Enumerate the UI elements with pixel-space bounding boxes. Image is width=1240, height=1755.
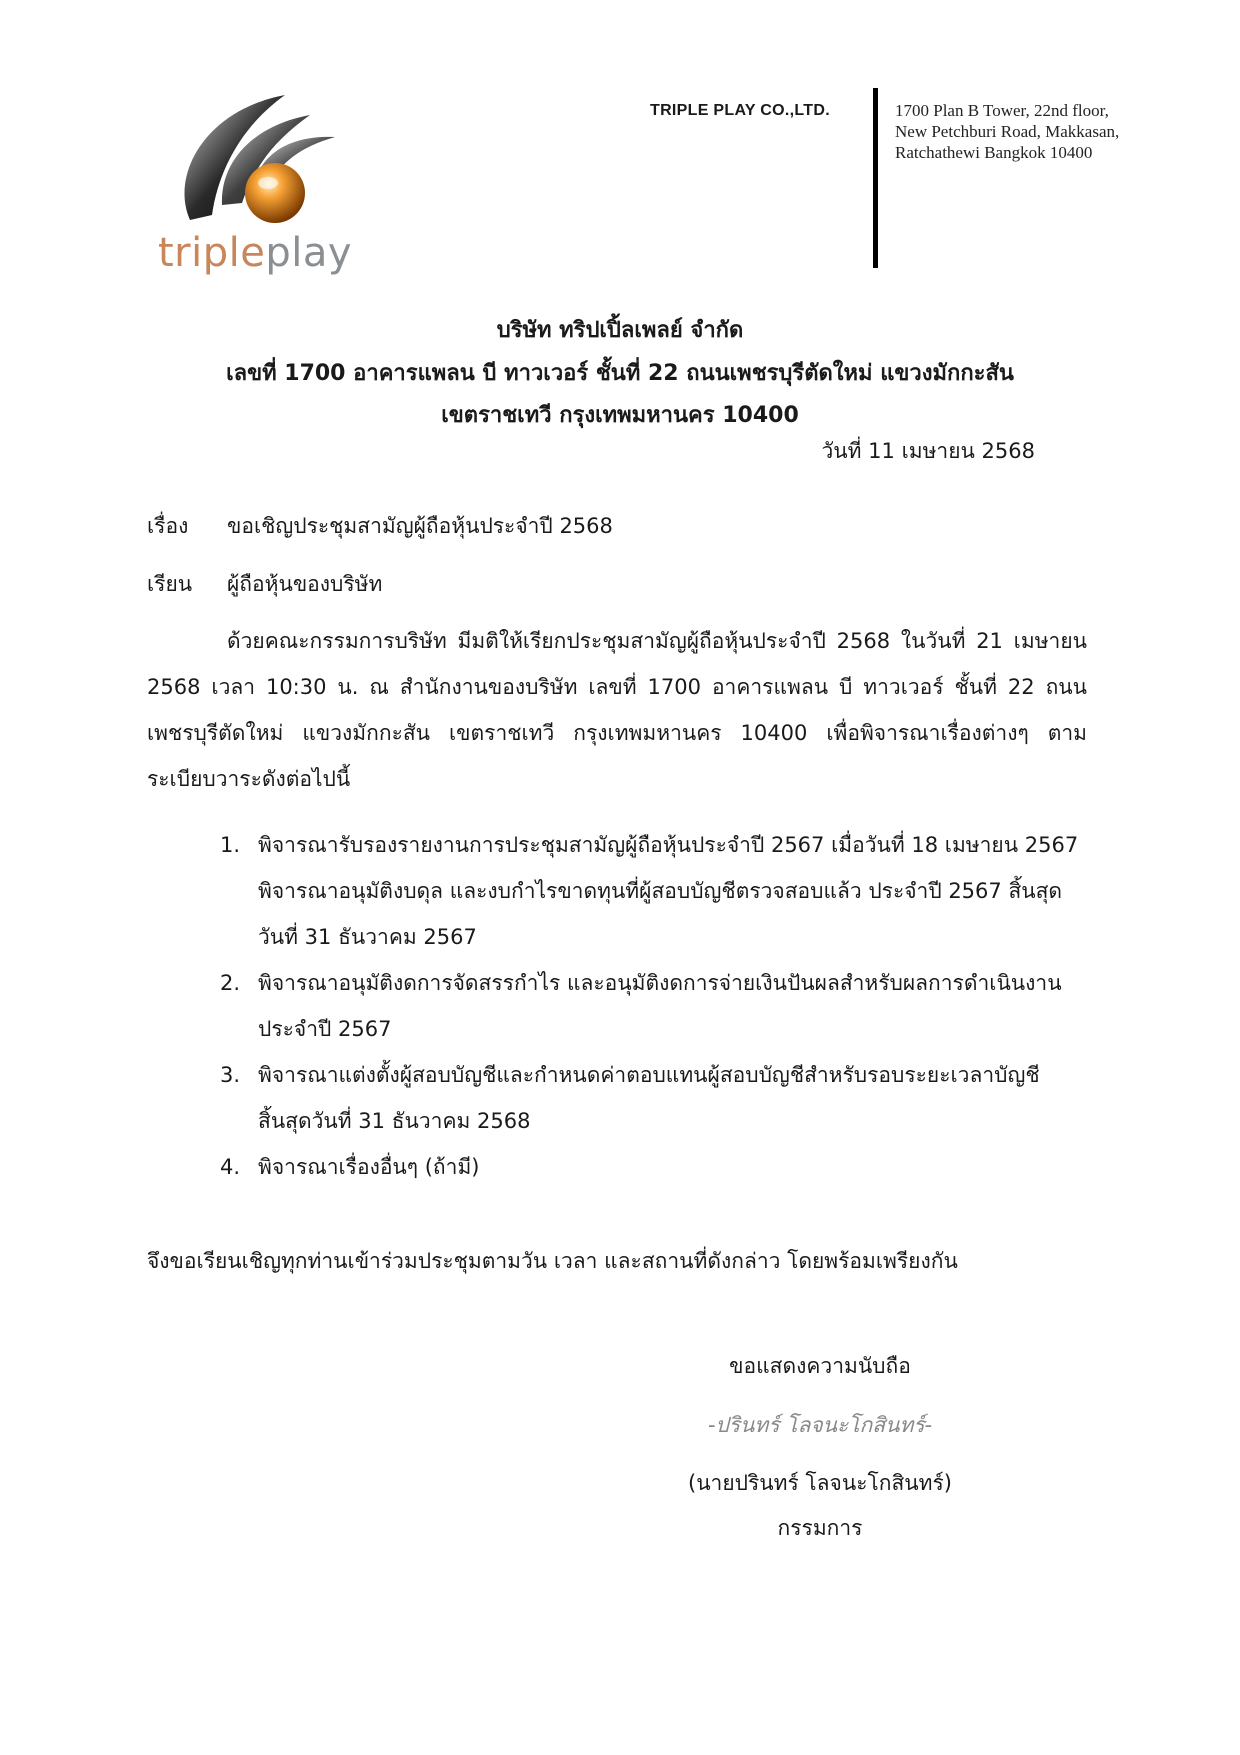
recipient-text: ผู้ถือหุ้นของบริษัท	[227, 572, 383, 596]
subject-label: เรื่อง	[147, 514, 189, 538]
agenda-text: พิจารณาแต่งตั้งผู้สอบบัญชีและกำหนดค่าตอบแทนผู้สอบบัญชีสำหรับรอบระยะเวลาบัญชี	[258, 1063, 1040, 1087]
agenda-text: พิจารณาอนุมัติงบดุล และงบกำไรขาดทุนที่ผู้สอบบัญชีตรวจสอบแล้ว ประจำปี 2567 สิ้นสุด	[258, 879, 1063, 903]
subject-text: ขอเชิญประชุมสามัญผู้ถือหุ้นประจำปี 2568	[227, 514, 613, 538]
logo-wordmark-play: play	[265, 230, 353, 276]
title-company-th: บริษัท ทริปเปิ้ลเพลย์ จำกัด	[496, 318, 744, 343]
address-line: 1700 Plan B Tower, 22nd floor,	[895, 101, 1109, 120]
agenda-text: วันที่ 31 ธันวาคม 2567	[258, 925, 477, 949]
agenda-text: ประจำปี 2567	[258, 1017, 392, 1041]
company-address-en	[895, 100, 1119, 163]
agenda-text: พิจารณาอนุมัติงดการจัดสรรกำไร และอนุมัติงดการจ่ายเงินปันผลสำหรับผลการดำเนินงาน	[258, 971, 1062, 995]
logo-wordmark	[158, 230, 352, 276]
logo-swirl-icon	[150, 85, 350, 235]
address-line: Ratchathewi Bangkok 10400	[895, 143, 1093, 162]
recipient-label: เรียน	[147, 572, 193, 596]
agenda-number: 2.	[220, 971, 241, 995]
signatory-name: (นายปรินทร์ โลจนะโกสินทร์)	[688, 1471, 952, 1495]
recipient-line	[147, 568, 382, 601]
address-line: New Petchburi Road, Makkasan,	[895, 122, 1120, 141]
title-address-th-2: เขตราชเทวี กรุงเทพมหานคร 10400	[441, 403, 799, 428]
company-name-en: TRIPLE PLAY CO.,LTD.	[650, 102, 830, 119]
agenda-text: พิจารณารับรองรายงานการประชุมสามัญผู้ถือหุ้นประจำปี 2567 เมื่อวันที่ 18 เมษายน 2567	[258, 833, 1079, 857]
signature-script: -ปรินทร์ โลจนะโกสินทร์-	[707, 1413, 933, 1437]
signatory-position: กรรมการ	[777, 1516, 863, 1540]
agenda-item	[220, 1144, 1087, 1190]
body-paragraph: ด้วยคณะกรรมการบริษัท มีมติให้เรียกประชุมสามัญผู้ถือหุ้นประจำปี 2568 ในวันที่ 21 เมษายน 2568 เวลา 10:30 น. ณ สำนักงานของบริษัท เลขที่ 1700 อาคารแพลน บี ทาวเวอร์ ชั้นที่ 22 ถนนเพชรบุรีตัดใหม่ แขวงมักกะสัน เขตราชเทวี กรุงเทพมหานคร 10400 เพื่อพิจารณาเรื่องต่างๆ ตามระเบียบวาระดังต่อไปนี้	[147, 629, 1087, 791]
agenda-text: สิ้นสุดวันที่ 31 ธันวาคม 2568	[258, 1109, 531, 1133]
header-divider	[873, 88, 878, 268]
agenda-number: 3.	[220, 1063, 241, 1087]
agenda-number: 1.	[220, 833, 241, 857]
agenda-list	[220, 822, 1087, 1190]
title-address-th-1: เลขที่ 1700 อาคารแพลน บี ทาวเวอร์ ชั้นที่ 22 ถนนเพชรบุรีตัดใหม่ แขวงมักกะสัน	[226, 361, 1014, 386]
signature-regards: ขอแสดงความนับถือ	[729, 1354, 911, 1378]
letter-date: วันที่ 11 เมษายน 2568	[821, 439, 1035, 463]
agenda-text: พิจารณาเรื่องอื่นๆ (ถ้ามี)	[258, 1155, 480, 1179]
subject-line	[147, 510, 613, 543]
agenda-item	[220, 960, 1087, 1052]
agenda-item	[220, 1052, 1087, 1144]
agenda-item	[220, 822, 1087, 960]
company-logo	[150, 85, 390, 285]
agenda-number: 4.	[220, 1155, 241, 1179]
logo-wordmark-triple: triple	[158, 230, 266, 276]
closing-sentence: จึงขอเรียนเชิญทุกท่านเข้าร่วมประชุมตามวัน เวลา และสถานที่ดังกล่าว โดยพร้อมเพรียงกัน	[147, 1249, 958, 1273]
